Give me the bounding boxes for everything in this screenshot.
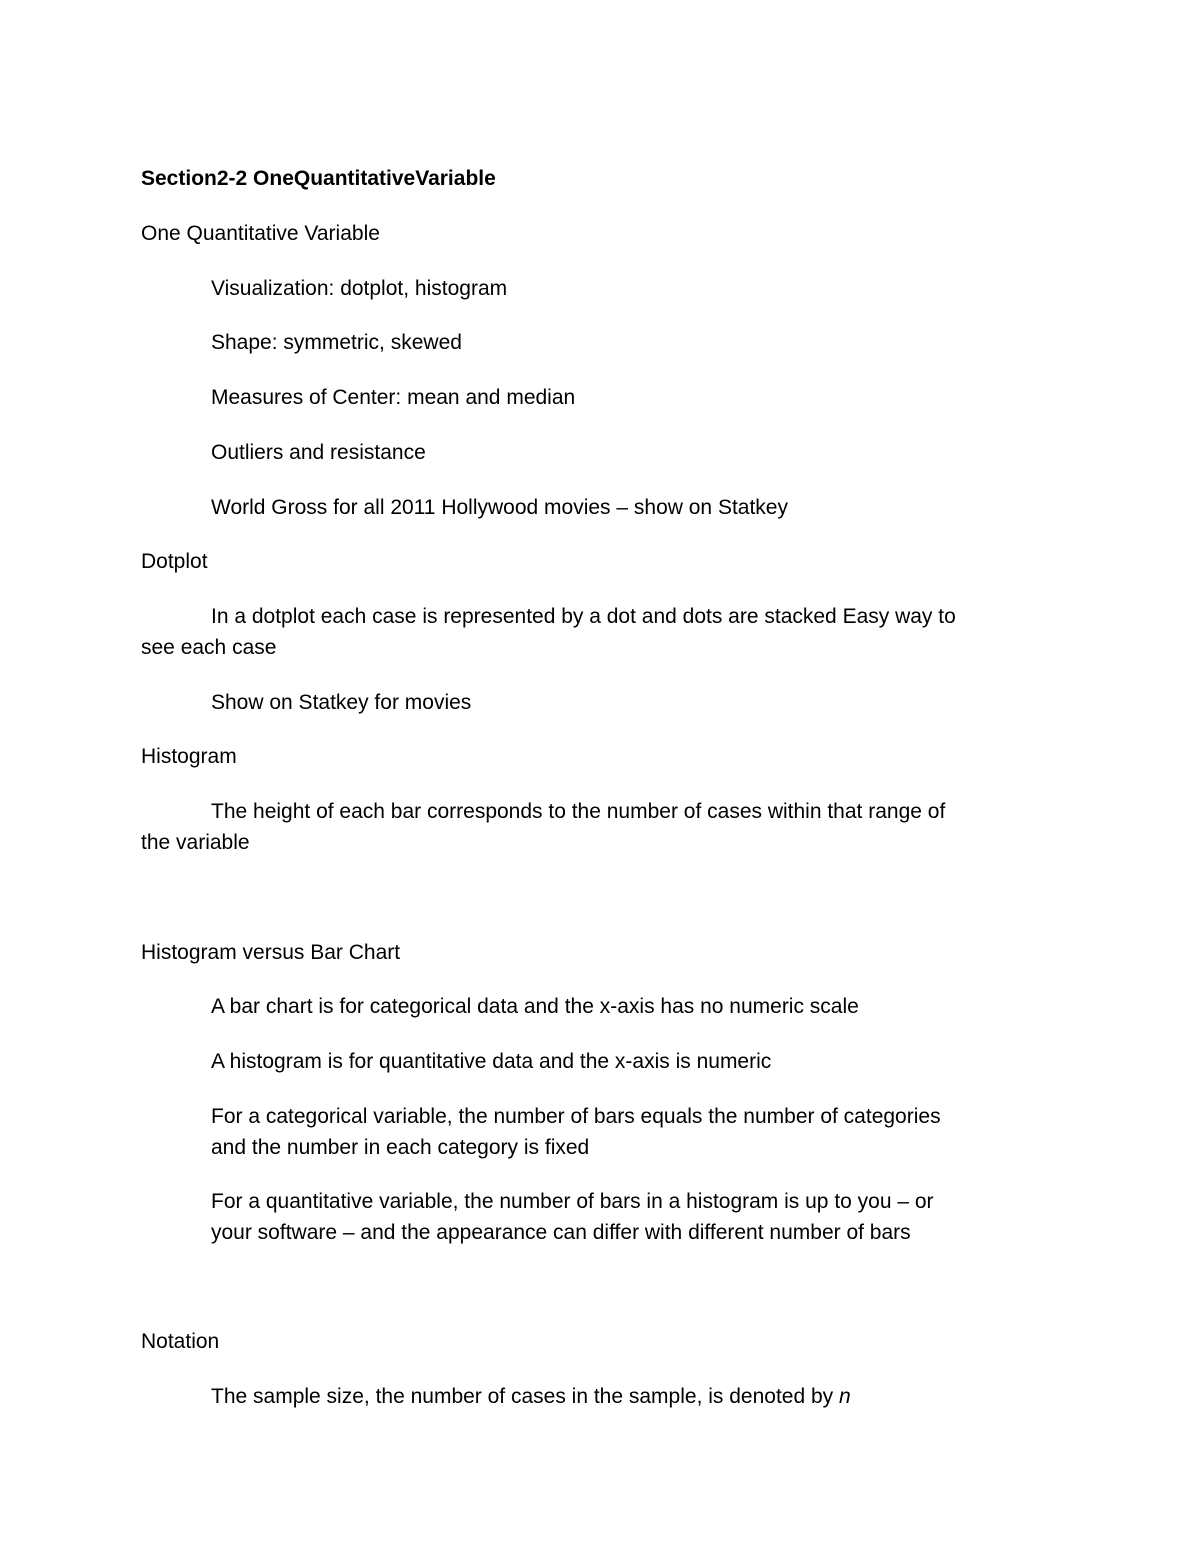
text-shape: Shape: symmetric, skewed xyxy=(211,331,462,354)
text-outliers: Outliers and resistance xyxy=(211,441,426,464)
text-quantitative-2: your software – and the appearance can differ with different number of bars xyxy=(211,1221,911,1244)
text-quantitative-1: For a quantitative variable, the number of bars in a histogram is up to you – or xyxy=(211,1190,934,1213)
text-measures-of-center: Measures of Center: mean and median xyxy=(211,386,576,409)
heading-one-quantitative-variable: One Quantitative Variable xyxy=(141,222,380,245)
heading-histogram-vs-bar: Histogram versus Bar Chart xyxy=(141,941,401,964)
text-histogram-desc-1: The height of each bar corresponds to the number of cases within that range of xyxy=(211,800,946,823)
text-show-statkey: Show on Statkey for movies xyxy=(211,691,472,714)
text-categorical-2: and the number in each category is fixed xyxy=(211,1136,590,1159)
text-sample-size xyxy=(211,1381,851,1412)
heading-dotplot: Dotplot xyxy=(141,550,208,573)
text-histogram-numeric: A histogram is for quantitative data and the x-axis is numeric xyxy=(211,1050,772,1073)
text-bar-chart: A bar chart is for categorical data and the x-axis has no numeric scale xyxy=(211,995,859,1018)
heading-notation: Notation xyxy=(141,1330,220,1353)
text-world-gross: World Gross for all 2011 Hollywood movies – show on Statkey xyxy=(211,496,788,519)
text-dotplot-desc-1: In a dotplot each case is represented by a dot and dots are stacked Easy way to xyxy=(211,605,956,628)
text-visualization: Visualization: dotplot, histogram xyxy=(211,277,508,300)
text-categorical-1: For a categorical variable, the number of bars equals the number of categories xyxy=(211,1105,941,1128)
text-dotplot-desc-2: see each case xyxy=(141,636,277,659)
text-histogram-desc-2: the variable xyxy=(141,831,250,854)
variable-n: n xyxy=(839,1385,851,1408)
text-sample-size-body: The sample size, the number of cases in the sample, is denoted by xyxy=(211,1385,840,1408)
page-title: Section2-2 OneQuantitativeVariable xyxy=(141,167,496,190)
heading-histogram: Histogram xyxy=(141,745,237,768)
